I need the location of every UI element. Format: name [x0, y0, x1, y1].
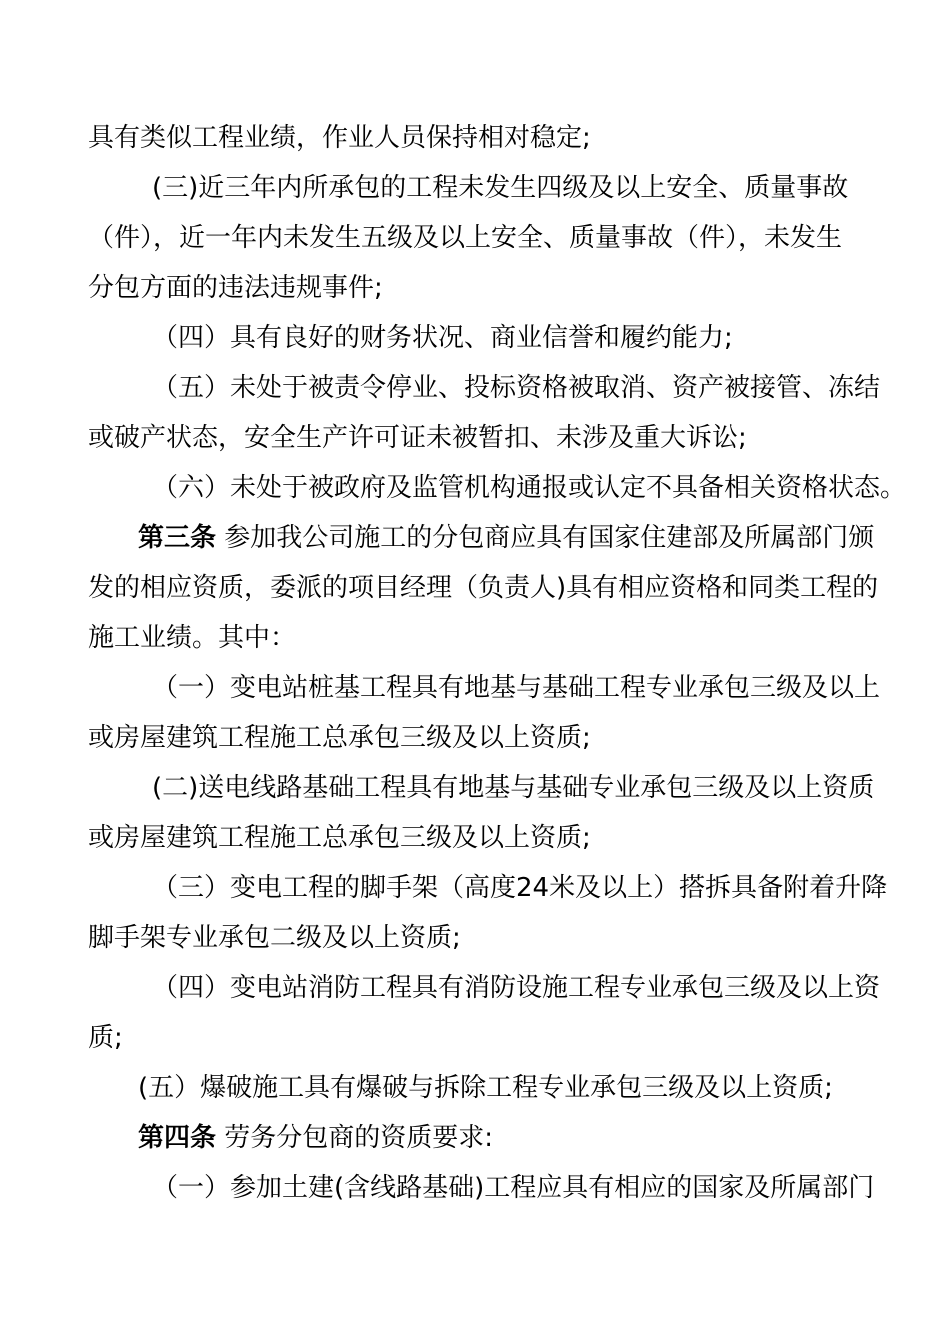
text-line: 质; [88, 1023, 123, 1053]
article-line: 第三条 参加我公司施工的分包商应具有国家住建部及所属部门颁 [138, 523, 875, 553]
text-line: 或破产状态，安全生产许可证未被暂扣、未涉及重大诉讼; [88, 423, 747, 453]
text-line: （件），近一年内未发生五级及以上安全、质量事故（件），未发生 [88, 223, 843, 253]
article-heading: 第四条 [138, 1123, 217, 1153]
text-line: 具有类似工程业绩，作业人员保持相对稳定; [88, 123, 591, 153]
text-line: 施工业绩。其中： [88, 623, 297, 653]
article-heading: 第三条 [138, 523, 217, 553]
text-line: （一）变电站桩基工程具有地基与基础工程专业承包三级及以上 [152, 673, 881, 703]
text-line: （四）变电站消防工程具有消防设施工程专业承包三级及以上资 [152, 973, 881, 1003]
text-line: （一）参加土建(含线路基础)工程应具有相应的国家及所属部门 [152, 1173, 875, 1203]
text-line: （六）未处于被政府及监管机构通报或认定不具备相关资格状态。 [152, 473, 907, 503]
text-line: 发的相应资质，委派的项目经理（负责人)具有相应资格和同类工程的 [88, 573, 879, 603]
text-line: （四）具有良好的财务状况、商业信誉和履约能力; [152, 323, 733, 353]
text-line: 或房屋建筑工程施工总承包三级及以上资质; [88, 823, 591, 853]
text-line: 脚手架专业承包二级及以上资质; [88, 923, 461, 953]
article-line: 第四条 劳务分包商的资质要求: [138, 1123, 494, 1153]
text-line: 或房屋建筑工程施工总承包三级及以上资质; [88, 723, 591, 753]
text-line: (五）爆破施工具有爆破与拆除工程专业承包三级及以上资质; [138, 1073, 833, 1103]
text-line: (二)送电线路基础工程具有地基与基础专业承包三级及以上资质 [152, 773, 875, 803]
text-line: （三）变电工程的脚手架（高度24米及以上）搭拆具备附着升降 [152, 873, 888, 903]
text-line: 分包方面的违法违规事件; [88, 273, 383, 303]
text-line: （五）未处于被责令停业、投标资格被取消、资产被接管、冻结 [152, 373, 881, 403]
text-line: (三)近三年内所承包的工程未发生四级及以上安全、质量事故 [152, 173, 849, 203]
